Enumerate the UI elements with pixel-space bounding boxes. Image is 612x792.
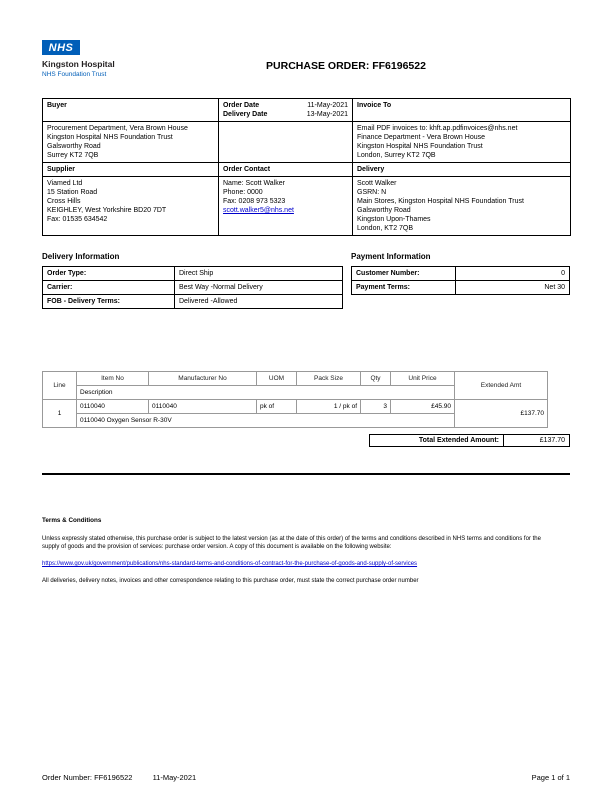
item-qty: 3 <box>361 400 391 414</box>
address-line: London, Surrey KT2 7QB <box>357 152 436 159</box>
item-extended-amt: £137.70 <box>455 400 548 428</box>
footer-left <box>42 773 214 782</box>
col-header-qty: Qty <box>361 372 391 386</box>
address-line: KEIGHLEY, West Yorkshire BD20 7DT <box>47 207 167 214</box>
total-extended-amount-value: £137.70 <box>504 435 570 447</box>
table-row <box>43 400 548 414</box>
address-line: Email PDF invoices to: khft.ap.pdfinvoices@nhs.net <box>357 125 518 132</box>
contact-line: Name: Scott Walker <box>223 180 285 187</box>
supplier-header: Supplier <box>43 163 219 177</box>
col-header-extended-amt: Extended Amt <box>455 372 548 400</box>
col-header-line: Line <box>43 372 77 400</box>
item-manufacturer-no: 0110040 <box>149 400 257 414</box>
customer-number-value: 0 <box>456 267 570 281</box>
col-header-pack-size: Pack Size <box>297 372 361 386</box>
buyer-header: Buyer <box>43 99 219 122</box>
invoice-to-address <box>353 122 571 163</box>
carrier-label: Carrier: <box>43 281 175 295</box>
item-no: 0110040 <box>77 400 149 414</box>
dates-cell <box>219 99 353 122</box>
footer-page-number: Page 1 of 1 <box>531 773 570 782</box>
footer-date: 11-May-2021 <box>152 773 197 782</box>
address-line: Fax: 01535 634542 <box>47 216 108 223</box>
order-date-row <box>223 101 348 110</box>
col-header-item-no: Item No <box>77 372 149 386</box>
payment-information-heading: Payment Information <box>351 252 431 261</box>
terms-website-link[interactable]: https://www.gov.uk/government/publications/nhs-standard-terms-and-conditions-of-contract-for-the-purchase-of-goods-and-supply-of-services <box>42 561 418 567</box>
nhs-logo-icon: NHS <box>42 40 80 55</box>
fob-terms-label: FOB - Delivery Terms: <box>43 295 175 309</box>
col-header-description: Description <box>77 386 455 400</box>
page-footer <box>42 773 570 782</box>
terms-and-conditions-section <box>42 517 558 585</box>
col-header-unit-price: Unit Price <box>391 372 455 386</box>
terms-heading: Terms & Conditions <box>42 517 102 524</box>
payment-information-section <box>351 252 570 309</box>
col-header-uom: UOM <box>257 372 297 386</box>
page-title: PURCHASE ORDER: FF6196522 <box>266 60 426 72</box>
payment-information-table <box>351 266 570 295</box>
col-header-manufacturer-no: Manufacturer No <box>149 372 257 386</box>
item-uom: pk of <box>257 400 297 414</box>
order-date-value: 11-May-2021 <box>307 102 348 109</box>
delivery-header: Delivery <box>353 163 571 177</box>
order-date-label: Order Date <box>223 102 260 109</box>
delivery-address <box>353 177 571 236</box>
info-sections <box>42 252 570 309</box>
invoice-to-header: Invoice To <box>353 99 571 122</box>
order-type-label: Order Type: <box>43 267 175 281</box>
address-line: Scott Walker <box>357 180 397 187</box>
delivery-date-value: 13-May-2021 <box>306 111 348 118</box>
horizontal-divider <box>42 473 570 475</box>
total-row <box>42 434 570 447</box>
org-subtitle: NHS Foundation Trust <box>42 71 107 78</box>
total-table <box>369 434 570 447</box>
total-extended-amount-label: Total Extended Amount: <box>370 435 504 447</box>
payment-terms-value: Net 30 <box>456 281 570 295</box>
order-contact-header: Order Contact <box>219 163 353 177</box>
contact-email-link[interactable]: scott.walker5@nhs.net <box>223 207 294 214</box>
address-line: Viamed Ltd <box>47 180 83 187</box>
address-line: Kingston Hospital NHS Foundation Trust <box>357 143 483 150</box>
delivery-information-heading: Delivery Information <box>42 252 120 261</box>
nhs-logo <box>42 40 570 78</box>
empty-cell <box>219 122 353 163</box>
item-unit-price: £45.90 <box>391 400 455 414</box>
org-name: Kingston Hospital <box>42 59 115 69</box>
fob-terms-value: Delivered -Allowed <box>175 295 343 309</box>
address-line: Finance Department - Vera Brown House <box>357 134 486 141</box>
item-description: 0110040 Oxygen Sensor R-30V <box>77 414 455 428</box>
customer-number-label: Customer Number: <box>352 267 456 281</box>
address-line: Kingston Upon-Thames <box>357 216 431 223</box>
terms-paragraph-1: Unless expressly stated otherwise, this purchase order is subject to the latest version (as at the date of this order) of the terms and conditions described in NHS terms and conditions for the supply of goods and the provision of services: purchase order version. A copy of this document is available on the following website: <box>42 536 541 550</box>
supplier-address <box>43 177 219 236</box>
delivery-date-label: Delivery Date <box>223 111 268 118</box>
delivery-information-section <box>42 252 343 309</box>
payment-terms-label: Payment Terms: <box>352 281 456 295</box>
address-line: Main Stores, Kingston Hospital NHS Foundation Trust <box>357 198 524 205</box>
line-items-table <box>42 371 548 428</box>
address-line: GSRN: N <box>357 189 387 196</box>
address-line: Kingston Hospital NHS Foundation Trust <box>47 134 173 141</box>
address-line: London, KT2 7QB <box>357 225 414 232</box>
footer-order-number: Order Number: FF6196522 <box>42 773 133 782</box>
order-type-value: Direct Ship <box>175 267 343 281</box>
contact-line: Fax: 0208 973 5323 <box>223 198 286 205</box>
delivery-information-table <box>42 266 343 309</box>
item-line-number: 1 <box>43 400 77 428</box>
address-line: Cross Hills <box>47 198 81 205</box>
order-contact-details <box>219 177 353 236</box>
document-header <box>42 40 570 92</box>
item-pack-size: 1 / pk of <box>297 400 361 414</box>
carrier-value: Best Way -Normal Delivery <box>175 281 343 295</box>
buyer-address <box>43 122 219 163</box>
parties-table <box>42 98 571 236</box>
address-line: Galsworthy Road <box>357 207 411 214</box>
terms-paragraph-2: All deliveries, delivery notes, invoices and other correspondence relating to this purchase order, must state the correct purchase order number <box>42 578 419 584</box>
address-line: 15 Station Road <box>47 189 98 196</box>
contact-line: Phone: 0000 <box>223 189 263 196</box>
delivery-date-row <box>223 110 348 119</box>
address-line: Surrey KT2 7QB <box>47 152 99 159</box>
address-line: Procurement Department, Vera Brown House <box>47 125 188 132</box>
address-line: Galsworthy Road <box>47 143 101 150</box>
